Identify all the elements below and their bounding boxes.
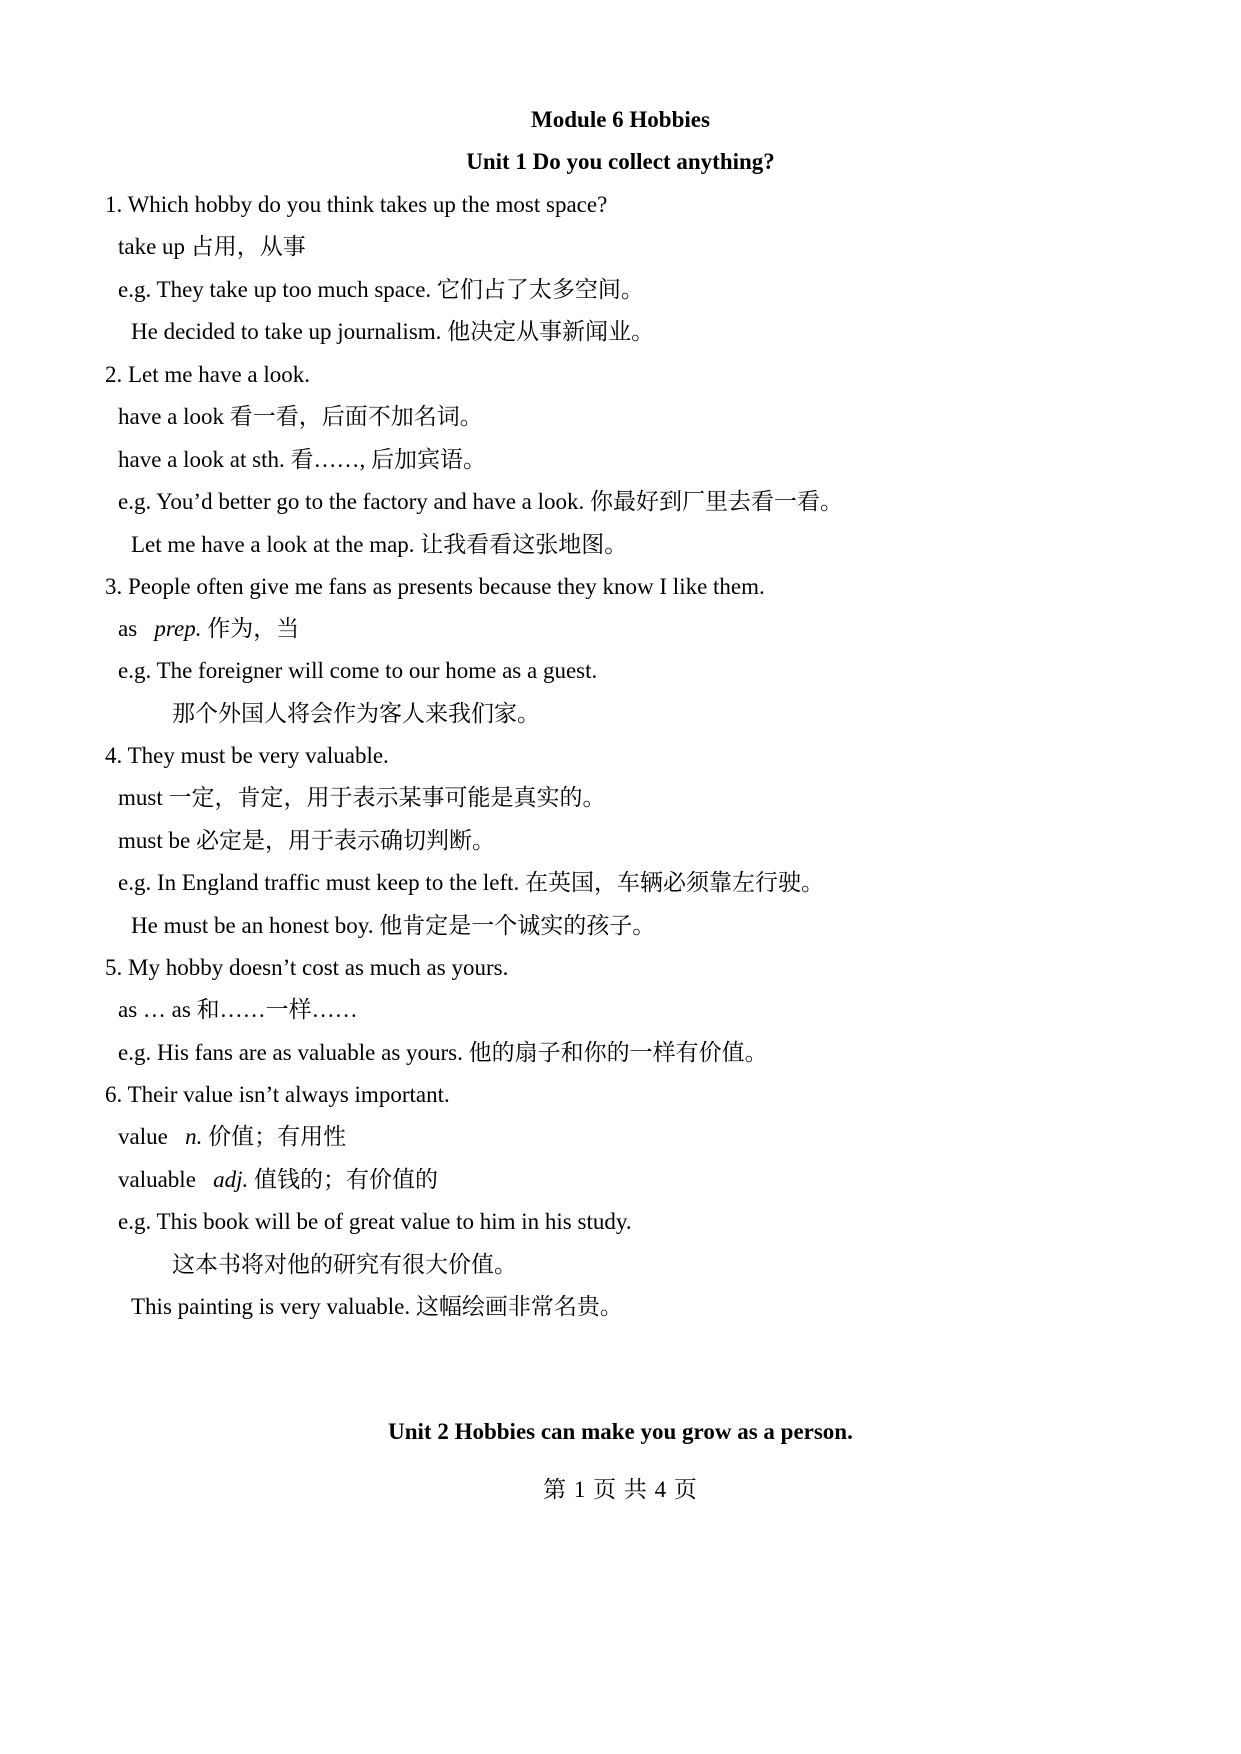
- item3-meaning: 作为，当: [207, 616, 300, 641]
- item6-example-1: e.g. This book will be of great value to him in his study.: [118, 1209, 632, 1234]
- item6-pos-1: n.: [185, 1124, 203, 1149]
- item4-example-1: e.g. In England traffic must keep to the left. 在英国，车辆必须靠左行驶。: [118, 870, 825, 895]
- item4-example-2: He must be an honest boy. 他肯定是一个诚实的孩子。: [131, 913, 656, 938]
- item1-vocab: take up 占用，从事: [118, 234, 306, 259]
- item3-pos: prep.: [154, 616, 202, 641]
- item6-example-2: This painting is very valuable. 这幅绘画非常名贵。: [131, 1294, 623, 1319]
- item1-example-2: He decided to take up journalism. 他决定从事新闻业。: [131, 319, 655, 344]
- module-title: Module 6 Hobbies: [531, 107, 710, 132]
- item2-sentence: 2. Let me have a look.: [105, 362, 311, 387]
- item2-vocab-2: have a look at sth. 看……, 后加宾语。: [118, 447, 486, 472]
- item6-pos-2: adj.: [213, 1167, 249, 1192]
- item3-word: as: [118, 616, 138, 641]
- item3-example-1-translation: 那个外国人将会作为客人来我们家。: [172, 701, 540, 726]
- item2-example-2: Let me have a look at the map. 让我看看这张地图。: [131, 532, 628, 557]
- item5-vocab: as … as 和……一样……: [118, 997, 358, 1022]
- unit1-title: Unit 1 Do you collect anything?: [466, 149, 775, 174]
- item6-vocab-1: [118, 1122, 346, 1152]
- item2-example-1: e.g. You’d better go to the factory and have a look. 你最好到厂里去看一看。: [118, 489, 844, 514]
- item6-meaning-1: 价值；有用性: [208, 1124, 347, 1149]
- item5-example-1: e.g. His fans are as valuable as yours. 他的扇子和你的一样有价值。: [118, 1040, 768, 1065]
- item4-sentence: 4. They must be very valuable.: [105, 743, 389, 768]
- item1-sentence: 1. Which hobby do you think takes up the most space?: [105, 192, 608, 217]
- item5-sentence: 5. My hobby doesn’t cost as much as yours.: [105, 955, 509, 980]
- item6-word-2: valuable: [118, 1167, 196, 1192]
- page-footer: 第 1 页 共 4 页: [543, 1477, 698, 1502]
- item3-sentence: 3. People often give me fans as presents because they know I like them.: [105, 574, 765, 599]
- item1-example-1: e.g. They take up too much space. 它们占了太多空间。: [118, 277, 644, 302]
- unit2-title: Unit 2 Hobbies can make you grow as a person.: [388, 1419, 853, 1444]
- item2-vocab-1: have a look 看一看，后面不加名词。: [118, 404, 483, 429]
- item3-vocab: [118, 614, 299, 644]
- item4-vocab-2: must be 必定是，用于表示确切判断。: [118, 828, 495, 853]
- item6-vocab-2: [118, 1165, 438, 1195]
- item6-meaning-2: 值钱的；有价值的: [254, 1167, 439, 1192]
- item6-sentence: 6. Their value isn’t always important.: [105, 1082, 450, 1107]
- item3-example-1: e.g. The foreigner will come to our home as a guest.: [118, 658, 598, 683]
- item4-vocab-1: must 一定，肯定，用于表示某事可能是真实的。: [118, 785, 606, 810]
- item6-word-1: value: [118, 1124, 168, 1149]
- item6-example-1-translation: 这本书将对他的研究有很大价值。: [172, 1252, 517, 1277]
